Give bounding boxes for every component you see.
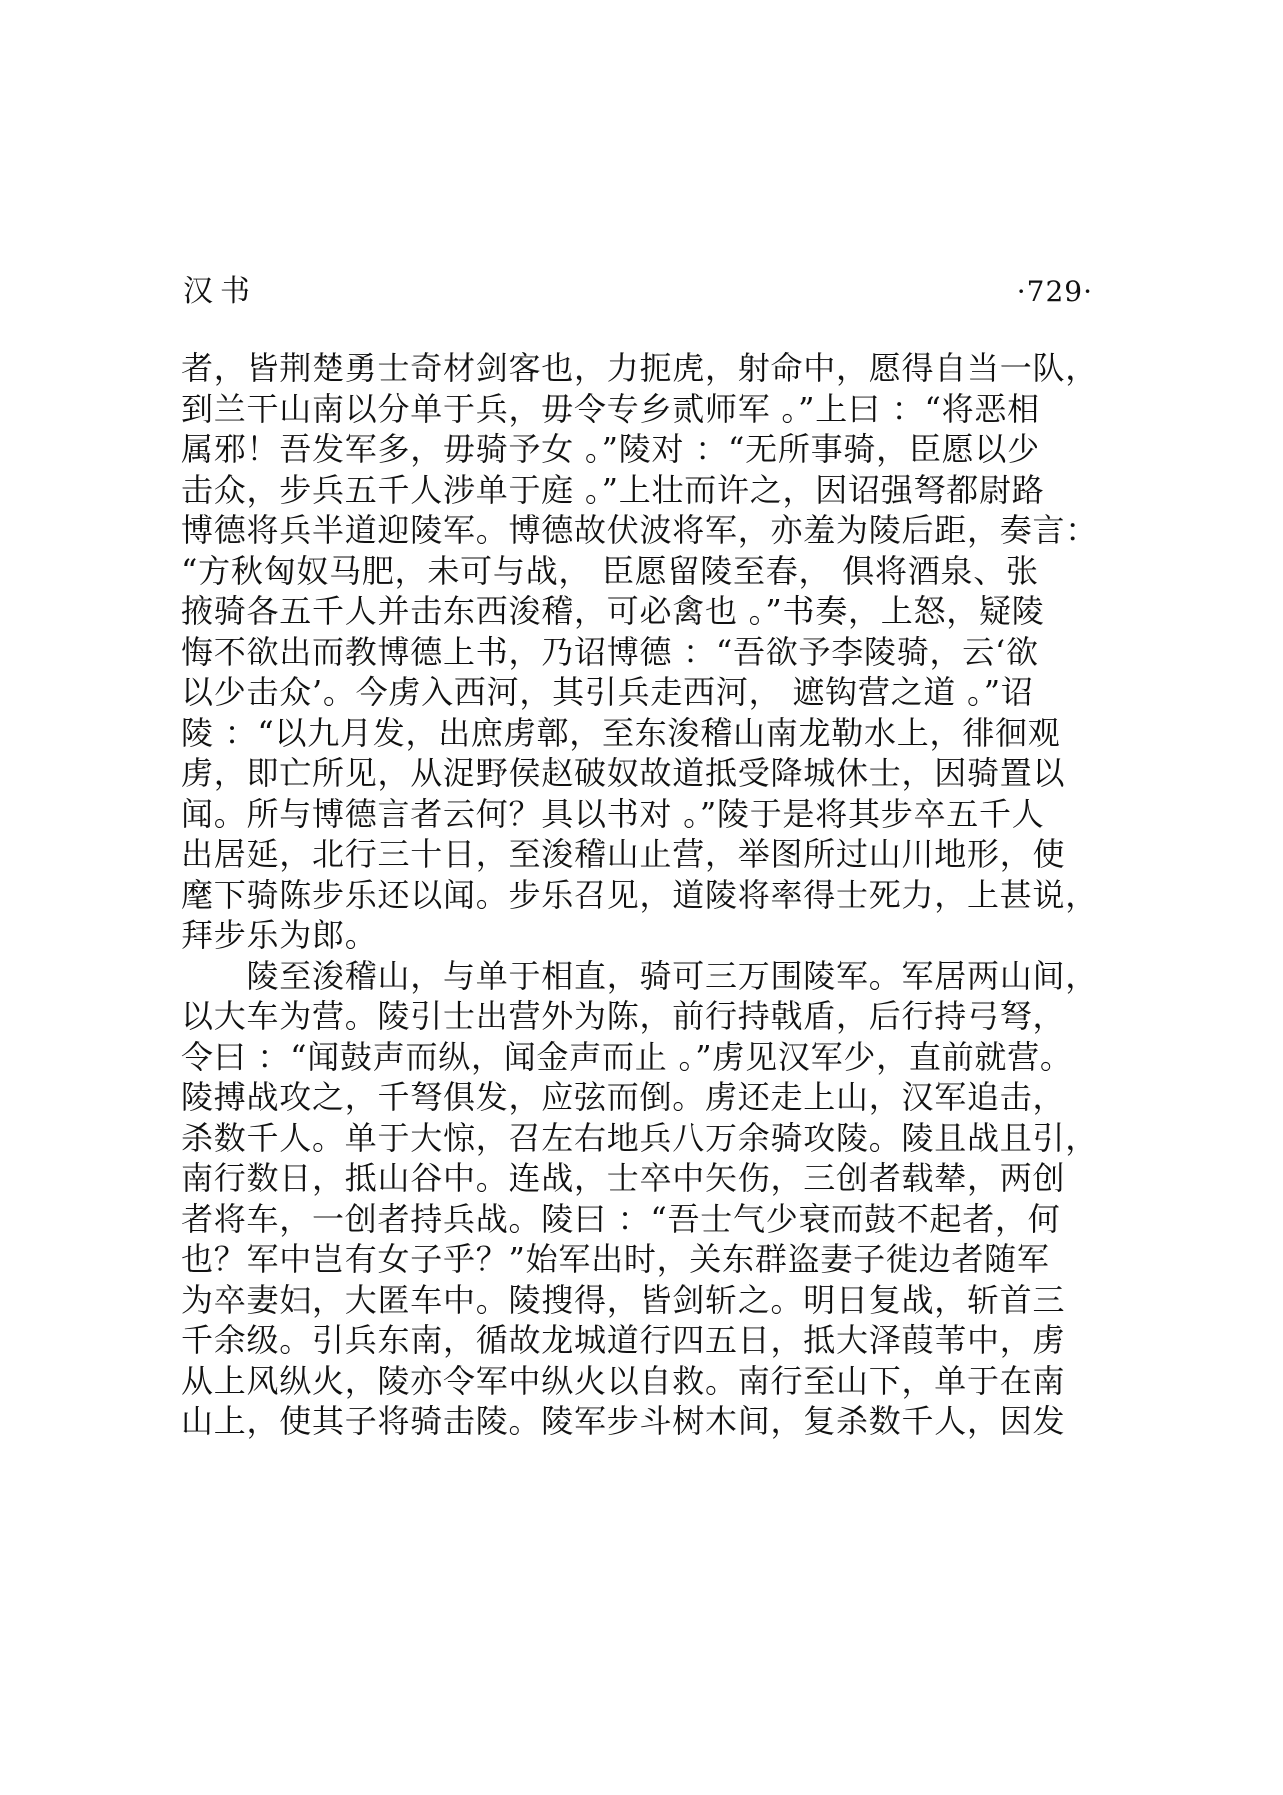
text-line: 麾下骑陈步乐还以闻。步乐召见，道陵将率得士死力，上甚说，: [181, 875, 1099, 914]
text-line: “方秋匈奴马肥，未可与战， 臣愿留陵至春， 俱将酒泉、张: [181, 551, 1039, 590]
text-line: 山上，使其子将骑击陵。陵军步斗树木间，复杀数千人，因发: [181, 1402, 1066, 1440]
text-line: 陵搏战攻之，千弩俱发，应弦而倒。虏还走上山，汉军追击，: [181, 1078, 1066, 1116]
body-text: [181, 348, 1099, 1678]
running-header: [183, 268, 1093, 316]
book-title: 汉书: [183, 274, 257, 309]
text-line: 从上风纵火，陵亦令军中纵火以自救。南行至山下，单于在南: [181, 1361, 1066, 1400]
text-line: 出居延，北行三十日，至浚稽山止营，举图所过山川地形，使: [181, 835, 1066, 873]
paragraph-start-line: 陵至浚稽山，与单于相直，骑可三万围陵军。军居两山间，: [181, 956, 1099, 995]
text-line: 掖骑各五千人并击东西浚稽，可必禽也 。”书奏，上怒，疑陵: [181, 592, 1045, 630]
text-line: 到兰干山南以分单于兵，毋令专乡贰师军 。”上曰 ：“将恶相: [181, 389, 1040, 428]
text-line: 令曰 ：“闻鼓声而纵，闻金声而止 。”虏见汉军少，直前就营。: [181, 1037, 1073, 1076]
text-line: 者将车，一创者持兵战。陵曰 ：“吾士气少衰而鼓不起者，何: [181, 1199, 1061, 1238]
text-line: 为卒妻妇，大匿车中。陵搜得，皆剑斩之。明日复战，斩首三: [181, 1280, 1066, 1319]
text-line: 以大车为营。陵引士出营外为陈，前行持戟盾，后行持弓弩，: [181, 997, 1066, 1035]
text-line: 以少击众’。今虏入西河，其引兵走西河， 遮钩营之道 。”诏: [181, 673, 1034, 711]
text-line: 属邪！吾发军多，毋骑予女 。”陵对 ：“无所事骑，臣愿以少: [181, 430, 1040, 468]
text-line: 南行数日，抵山谷中。连战，士卒中矢伤，三创者载辇，两创: [181, 1159, 1066, 1197]
text-line: 虏，即亡所见，从浞野侯赵破奴故道抵受降城休士，因骑置以: [181, 754, 1066, 792]
text-line: 击众，步兵五千人涉单于庭 。”上壮而许之，因诏强弩都尉路: [181, 470, 1045, 509]
text-line: 千余级。引兵东南，循故龙城道行四五日，抵大泽葭苇中，虏: [181, 1321, 1066, 1359]
page-number: ·729·: [1016, 275, 1093, 308]
text-line: 也？军中岂有女子乎？”始军出时，关东群盗妻子徙边者随军: [181, 1240, 1050, 1278]
text-line: 拜步乐为郎。: [181, 916, 378, 954]
text-line: 陵 ：“以九月发，出庶虏鄣，至东浚稽山南龙勒水上，徘徊观: [181, 713, 1061, 752]
text-line: 悔不欲出而教博德上书，乃诏博德 ：“吾欲予李陵骑，云‘欲: [181, 632, 1039, 671]
text-line: 博德将兵半道迎陵军。博德故伏波将军，亦羞为陵后距，奏言：: [181, 511, 1099, 549]
text-line: 杀数千人。单于大惊，召左右地兵八万余骑攻陵。陵且战且引，: [181, 1118, 1099, 1157]
text-line: 闻。所与博德言者云何？具以书对 。”陵于是将其步卒五千人: [181, 794, 1045, 833]
text-line: 者，皆荆楚勇士奇材剑客也，力扼虎，射命中，愿得自当一队，: [181, 349, 1099, 387]
